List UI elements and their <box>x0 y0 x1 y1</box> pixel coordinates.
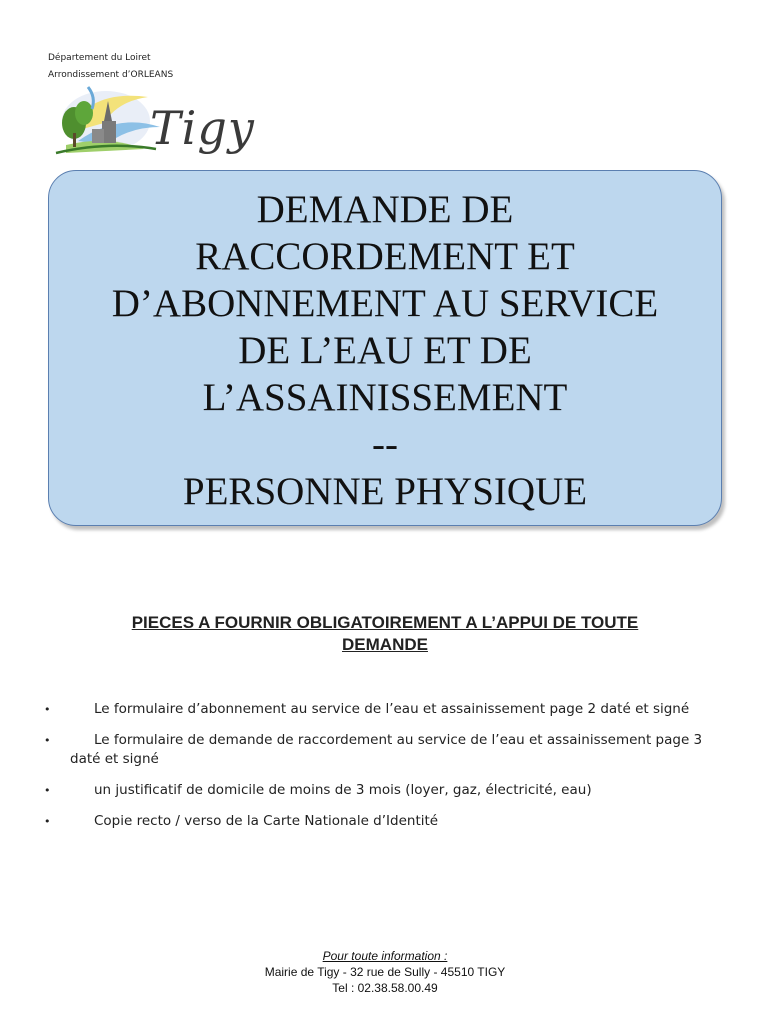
list-item-text: Copie recto / verso de la Carte Nationale d’Identité <box>94 813 439 829</box>
list-item <box>36 781 726 800</box>
title-separator: -- <box>372 422 398 466</box>
arrondissement-label: Arrondissement d’ORLEANS <box>48 70 174 80</box>
list-item-text: Le formulaire de demande de raccordement au service de l’eau et assainissement page 3 daté et signé <box>70 732 703 767</box>
footer-phone: Tel : 02.38.58.00.49 <box>332 981 438 995</box>
title-line: RACCORDEMENT ET <box>195 234 575 278</box>
bullet-icon: • <box>44 815 51 828</box>
bullet-icon: • <box>44 734 51 747</box>
list-item <box>36 700 726 719</box>
list-item-text: un justificatif de domicile de moins de 3 mois (loyer, gaz, électricité, eau) <box>94 782 592 798</box>
requirements-heading <box>60 612 710 656</box>
requirements-heading-line: DEMANDE <box>342 635 428 654</box>
department-label: Département du Loiret <box>48 53 151 63</box>
document-title-box <box>48 170 722 526</box>
footer-address: Mairie de Tigy - 32 rue de Sully - 45510 TIGY <box>264 965 506 979</box>
requirements-heading-line: PIECES A FOURNIR OBLIGATOIREMENT A L’APPUI DE TOUTE <box>131 613 639 632</box>
list-item <box>36 731 726 769</box>
title-line: D’ABONNEMENT AU SERVICE <box>111 281 659 325</box>
tigy-logo <box>48 83 255 163</box>
bullet-icon: • <box>44 703 51 716</box>
title-line: DEMANDE DE <box>256 187 514 231</box>
bullet-icon: • <box>44 784 51 797</box>
list-item-text: Le formulaire d’abonnement au service de l’eau et assainissement page 2 daté et signé <box>94 701 690 717</box>
footer-contact <box>0 948 770 996</box>
tigy-logo-text: Tigy <box>150 101 255 155</box>
list-item <box>36 812 726 831</box>
title-line: DE L’EAU ET DE <box>238 328 532 372</box>
footer-info-label: Pour toute information : <box>322 949 448 963</box>
requirements-list <box>36 700 726 843</box>
title-subtitle: PERSONNE PHYSIQUE <box>182 469 588 513</box>
title-line: L’ASSAINISSEMENT <box>202 375 568 419</box>
